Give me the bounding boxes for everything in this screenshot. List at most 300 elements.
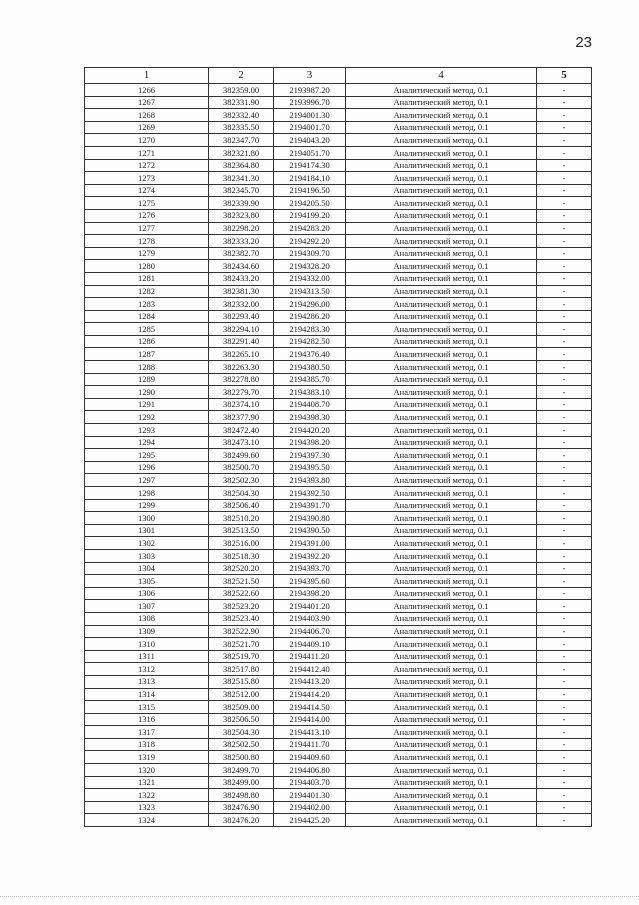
coordinates-table — [84, 67, 592, 827]
cell-method: Аналитический метод, 0.1 — [346, 537, 537, 550]
column-header-y: 3 — [274, 68, 346, 84]
cell-x: 382519.70 — [209, 650, 274, 663]
cell-description: - — [537, 512, 592, 525]
cell-x: 382509.00 — [209, 701, 274, 714]
cell-description: - — [537, 361, 592, 374]
cell-point-number: 1322 — [85, 789, 209, 802]
cell-y: 2194328.20 — [274, 260, 346, 273]
cell-method: Аналитический метод, 0.1 — [346, 134, 537, 147]
cell-description: - — [537, 146, 592, 159]
cell-description: - — [537, 789, 592, 802]
cell-y: 2194406.80 — [274, 764, 346, 777]
cell-x: 382321.80 — [209, 146, 274, 159]
cell-x: 382473.10 — [209, 436, 274, 449]
cell-description: - — [537, 713, 592, 726]
cell-y: 2194414.50 — [274, 701, 346, 714]
cell-method: Аналитический метод, 0.1 — [346, 625, 537, 638]
table-row — [85, 348, 592, 361]
cell-method: Аналитический метод, 0.1 — [346, 298, 537, 311]
cell-x: 382374.10 — [209, 398, 274, 411]
cell-x: 382332.40 — [209, 109, 274, 122]
cell-x: 382335.50 — [209, 121, 274, 134]
cell-y: 2194205.50 — [274, 197, 346, 210]
cell-method: Аналитический метод, 0.1 — [346, 285, 537, 298]
table-row — [85, 373, 592, 386]
cell-x: 382513.50 — [209, 524, 274, 537]
cell-y: 2194403.90 — [274, 612, 346, 625]
cell-point-number: 1272 — [85, 159, 209, 172]
cell-point-number: 1301 — [85, 524, 209, 537]
cell-y: 2194411.20 — [274, 650, 346, 663]
cell-y: 2194282.50 — [274, 335, 346, 348]
cell-method: Аналитический метод, 0.1 — [346, 222, 537, 235]
column-header-description: 5 — [537, 68, 592, 84]
cell-point-number: 1277 — [85, 222, 209, 235]
cell-point-number: 1296 — [85, 461, 209, 474]
cell-y: 2194392.50 — [274, 487, 346, 500]
cell-method: Аналитический метод, 0.1 — [346, 184, 537, 197]
table-row — [85, 436, 592, 449]
cell-point-number: 1307 — [85, 600, 209, 613]
cell-x: 382499.00 — [209, 776, 274, 789]
cell-y: 2194401.20 — [274, 600, 346, 613]
cell-y: 2194184.10 — [274, 172, 346, 185]
cell-x: 382521.50 — [209, 575, 274, 588]
cell-method: Аналитический метод, 0.1 — [346, 499, 537, 512]
cell-x: 382279.70 — [209, 386, 274, 399]
table-row — [85, 424, 592, 437]
cell-x: 382500.80 — [209, 751, 274, 764]
table-row — [85, 298, 592, 311]
cell-description: - — [537, 222, 592, 235]
cell-method: Аналитический метод, 0.1 — [346, 688, 537, 701]
cell-x: 382293.40 — [209, 310, 274, 323]
cell-description: - — [537, 537, 592, 550]
cell-y: 2194413.10 — [274, 726, 346, 739]
column-header-method: 4 — [346, 68, 537, 84]
cell-y: 2194414.20 — [274, 688, 346, 701]
cell-description: - — [537, 600, 592, 613]
cell-point-number: 1316 — [85, 713, 209, 726]
cell-description: - — [537, 751, 592, 764]
cell-x: 382502.50 — [209, 738, 274, 751]
cell-y: 2194383.10 — [274, 386, 346, 399]
cell-y: 2194398.20 — [274, 436, 346, 449]
column-header-point-number: 1 — [85, 68, 209, 84]
cell-x: 382472.40 — [209, 424, 274, 437]
table-row — [85, 575, 592, 588]
table-row — [85, 159, 592, 172]
cell-point-number: 1313 — [85, 675, 209, 688]
table-row — [85, 184, 592, 197]
cell-method: Аналитический метод, 0.1 — [346, 436, 537, 449]
cell-y: 2194380.50 — [274, 361, 346, 374]
cell-method: Аналитический метод, 0.1 — [346, 726, 537, 739]
cell-method: Аналитический метод, 0.1 — [346, 209, 537, 222]
cell-y: 2194392.20 — [274, 549, 346, 562]
cell-x: 382502.30 — [209, 474, 274, 487]
table-row — [85, 726, 592, 739]
cell-description: - — [537, 184, 592, 197]
table-row — [85, 172, 592, 185]
cell-description: - — [537, 499, 592, 512]
cell-x: 382323.80 — [209, 209, 274, 222]
table-row — [85, 537, 592, 550]
cell-point-number: 1318 — [85, 738, 209, 751]
cell-x: 382434.60 — [209, 260, 274, 273]
page-bottom-edge — [0, 896, 639, 897]
table-row — [85, 361, 592, 374]
table-row — [85, 562, 592, 575]
table-row — [85, 688, 592, 701]
cell-x: 382345.70 — [209, 184, 274, 197]
cell-y: 2194406.70 — [274, 625, 346, 638]
cell-point-number: 1291 — [85, 398, 209, 411]
cell-description: - — [537, 424, 592, 437]
cell-point-number: 1308 — [85, 612, 209, 625]
cell-point-number: 1286 — [85, 335, 209, 348]
cell-x: 382377.90 — [209, 411, 274, 424]
table-row — [85, 764, 592, 777]
cell-x: 382518.30 — [209, 549, 274, 562]
cell-y: 2194413.20 — [274, 675, 346, 688]
table-row — [85, 738, 592, 751]
cell-description: - — [537, 612, 592, 625]
cell-y: 2194292.20 — [274, 235, 346, 248]
table-row — [85, 549, 592, 562]
cell-method: Аналитический метод, 0.1 — [346, 814, 537, 827]
cell-method: Аналитический метод, 0.1 — [346, 764, 537, 777]
cell-method: Аналитический метод, 0.1 — [346, 197, 537, 210]
cell-point-number: 1281 — [85, 272, 209, 285]
table-row — [85, 197, 592, 210]
cell-y: 2194391.00 — [274, 537, 346, 550]
cell-method: Аналитический метод, 0.1 — [346, 487, 537, 500]
cell-description: - — [537, 310, 592, 323]
cell-point-number: 1299 — [85, 499, 209, 512]
cell-y: 2194398.20 — [274, 587, 346, 600]
table-row — [85, 650, 592, 663]
table-row — [85, 449, 592, 462]
cell-point-number: 1306 — [85, 587, 209, 600]
cell-method: Аналитический метод, 0.1 — [346, 738, 537, 751]
table-row — [85, 524, 592, 537]
table-row — [85, 675, 592, 688]
cell-y: 2194393.80 — [274, 474, 346, 487]
cell-y: 2194313.50 — [274, 285, 346, 298]
cell-x: 382332.00 — [209, 298, 274, 311]
cell-description: - — [537, 134, 592, 147]
cell-description: - — [537, 285, 592, 298]
table-row — [85, 260, 592, 273]
cell-y: 2194402.00 — [274, 801, 346, 814]
cell-method: Аналитический метод, 0.1 — [346, 776, 537, 789]
cell-point-number: 1319 — [85, 751, 209, 764]
cell-method: Аналитический метод, 0.1 — [346, 323, 537, 336]
cell-method: Аналитический метод, 0.1 — [346, 612, 537, 625]
cell-point-number: 1315 — [85, 701, 209, 714]
cell-description: - — [537, 398, 592, 411]
cell-point-number: 1284 — [85, 310, 209, 323]
cell-description: - — [537, 197, 592, 210]
cell-description: - — [537, 814, 592, 827]
cell-point-number: 1314 — [85, 688, 209, 701]
cell-description: - — [537, 524, 592, 537]
cell-method: Аналитический метод, 0.1 — [346, 474, 537, 487]
cell-method: Аналитический метод, 0.1 — [346, 310, 537, 323]
cell-point-number: 1271 — [85, 146, 209, 159]
cell-point-number: 1288 — [85, 361, 209, 374]
cell-description: - — [537, 776, 592, 789]
table-row — [85, 310, 592, 323]
table-row — [85, 121, 592, 134]
cell-y: 2194390.50 — [274, 524, 346, 537]
cell-method: Аналитический метод, 0.1 — [346, 260, 537, 273]
cell-x: 382476.90 — [209, 801, 274, 814]
cell-method: Аналитический метод, 0.1 — [346, 713, 537, 726]
cell-description: - — [537, 575, 592, 588]
cell-description: - — [537, 688, 592, 701]
cell-point-number: 1304 — [85, 562, 209, 575]
cell-description: - — [537, 461, 592, 474]
cell-description: - — [537, 386, 592, 399]
cell-description: - — [537, 335, 592, 348]
cell-point-number: 1270 — [85, 134, 209, 147]
cell-x: 382506.40 — [209, 499, 274, 512]
cell-x: 382291.40 — [209, 335, 274, 348]
table-row — [85, 272, 592, 285]
column-header-x: 2 — [209, 68, 274, 84]
cell-y: 2193996.70 — [274, 96, 346, 109]
table-row — [85, 134, 592, 147]
cell-point-number: 1285 — [85, 323, 209, 336]
cell-y: 2194395.60 — [274, 575, 346, 588]
cell-y: 2194283.30 — [274, 323, 346, 336]
cell-method: Аналитический метод, 0.1 — [346, 751, 537, 764]
cell-x: 382516.00 — [209, 537, 274, 550]
cell-method: Аналитический метод, 0.1 — [346, 172, 537, 185]
cell-x: 382523.20 — [209, 600, 274, 613]
cell-x: 382499.70 — [209, 764, 274, 777]
table-row — [85, 209, 592, 222]
cell-x: 382298.20 — [209, 222, 274, 235]
cell-point-number: 1280 — [85, 260, 209, 273]
cell-description: - — [537, 587, 592, 600]
cell-y: 2194283.20 — [274, 222, 346, 235]
table-row — [85, 222, 592, 235]
cell-point-number: 1295 — [85, 449, 209, 462]
cell-y: 2194051.70 — [274, 146, 346, 159]
cell-method: Аналитический метод, 0.1 — [346, 562, 537, 575]
table-row — [85, 335, 592, 348]
cell-y: 2194425.20 — [274, 814, 346, 827]
cell-point-number: 1292 — [85, 411, 209, 424]
cell-point-number: 1303 — [85, 549, 209, 562]
cell-x: 382510.20 — [209, 512, 274, 525]
cell-y: 2194376.40 — [274, 348, 346, 361]
cell-method: Аналитический метод, 0.1 — [346, 386, 537, 399]
cell-method: Аналитический метод, 0.1 — [346, 650, 537, 663]
cell-method: Аналитический метод, 0.1 — [346, 600, 537, 613]
cell-description: - — [537, 436, 592, 449]
cell-description: - — [537, 260, 592, 273]
cell-x: 382278.80 — [209, 373, 274, 386]
cell-y: 2194420.20 — [274, 424, 346, 437]
cell-y: 2194397.30 — [274, 449, 346, 462]
cell-method: Аналитический метод, 0.1 — [346, 335, 537, 348]
table-row — [85, 713, 592, 726]
cell-x: 382433.20 — [209, 272, 274, 285]
cell-point-number: 1320 — [85, 764, 209, 777]
cell-point-number: 1324 — [85, 814, 209, 827]
cell-y: 2194199.20 — [274, 209, 346, 222]
cell-description: - — [537, 449, 592, 462]
cell-y: 2194409.60 — [274, 751, 346, 764]
cell-y: 2194001.30 — [274, 109, 346, 122]
cell-point-number: 1282 — [85, 285, 209, 298]
cell-x: 382522.60 — [209, 587, 274, 600]
cell-description: - — [537, 121, 592, 134]
table-row — [85, 789, 592, 802]
cell-point-number: 1266 — [85, 84, 209, 97]
cell-point-number: 1311 — [85, 650, 209, 663]
cell-description: - — [537, 109, 592, 122]
cell-description: - — [537, 487, 592, 500]
cell-point-number: 1274 — [85, 184, 209, 197]
table-row — [85, 109, 592, 122]
cell-point-number: 1268 — [85, 109, 209, 122]
cell-method: Аналитический метод, 0.1 — [346, 272, 537, 285]
table-row — [85, 474, 592, 487]
cell-y: 2194001.70 — [274, 121, 346, 134]
cell-x: 382512.00 — [209, 688, 274, 701]
cell-point-number: 1279 — [85, 247, 209, 260]
cell-description: - — [537, 298, 592, 311]
cell-x: 382333.20 — [209, 235, 274, 248]
cell-description: - — [537, 172, 592, 185]
cell-y: 2194395.50 — [274, 461, 346, 474]
cell-method: Аналитический метод, 0.1 — [346, 575, 537, 588]
cell-y: 2194286.20 — [274, 310, 346, 323]
table-row — [85, 247, 592, 260]
cell-point-number: 1305 — [85, 575, 209, 588]
cell-method: Аналитический метод, 0.1 — [346, 663, 537, 676]
cell-point-number: 1297 — [85, 474, 209, 487]
cell-method: Аналитический метод, 0.1 — [346, 361, 537, 374]
cell-x: 382523.40 — [209, 612, 274, 625]
table-row — [85, 814, 592, 827]
cell-x: 382520.20 — [209, 562, 274, 575]
cell-point-number: 1293 — [85, 424, 209, 437]
cell-x: 382265.10 — [209, 348, 274, 361]
cell-point-number: 1289 — [85, 373, 209, 386]
cell-point-number: 1309 — [85, 625, 209, 638]
cell-method: Аналитический метод, 0.1 — [346, 348, 537, 361]
cell-x: 382499.60 — [209, 449, 274, 462]
cell-point-number: 1287 — [85, 348, 209, 361]
cell-method: Аналитический метод, 0.1 — [346, 461, 537, 474]
cell-y: 2194398.30 — [274, 411, 346, 424]
cell-description: - — [537, 235, 592, 248]
cell-point-number: 1298 — [85, 487, 209, 500]
table-header-row — [85, 68, 592, 84]
cell-point-number: 1300 — [85, 512, 209, 525]
table-row — [85, 801, 592, 814]
cell-description: - — [537, 96, 592, 109]
cell-y: 2194401.30 — [274, 789, 346, 802]
cell-x: 382359.00 — [209, 84, 274, 97]
cell-y: 2193987.20 — [274, 84, 346, 97]
cell-x: 382381.30 — [209, 285, 274, 298]
cell-x: 382504.30 — [209, 726, 274, 739]
table-row — [85, 398, 592, 411]
cell-y: 2194385.70 — [274, 373, 346, 386]
cell-point-number: 1278 — [85, 235, 209, 248]
cell-x: 382476.20 — [209, 814, 274, 827]
cell-description: - — [537, 650, 592, 663]
cell-point-number: 1294 — [85, 436, 209, 449]
table-row — [85, 235, 592, 248]
table-row — [85, 323, 592, 336]
cell-description: - — [537, 272, 592, 285]
cell-y: 2194391.70 — [274, 499, 346, 512]
cell-description: - — [537, 701, 592, 714]
cell-x: 382517.80 — [209, 663, 274, 676]
table-row — [85, 512, 592, 525]
cell-method: Аналитический метод, 0.1 — [346, 247, 537, 260]
cell-x: 382506.50 — [209, 713, 274, 726]
cell-description: - — [537, 675, 592, 688]
cell-y: 2194411.70 — [274, 738, 346, 751]
cell-point-number: 1290 — [85, 386, 209, 399]
cell-description: - — [537, 726, 592, 739]
cell-method: Аналитический метод, 0.1 — [346, 675, 537, 688]
cell-y: 2194412.40 — [274, 663, 346, 676]
cell-x: 382294.10 — [209, 323, 274, 336]
table-row — [85, 499, 592, 512]
table-row — [85, 461, 592, 474]
cell-method: Аналитический метод, 0.1 — [346, 638, 537, 651]
cell-description: - — [537, 562, 592, 575]
cell-x: 382522.90 — [209, 625, 274, 638]
cell-description: - — [537, 663, 592, 676]
cell-y: 2194043.20 — [274, 134, 346, 147]
cell-point-number: 1302 — [85, 537, 209, 550]
cell-x: 382339.90 — [209, 197, 274, 210]
cell-point-number: 1276 — [85, 209, 209, 222]
cell-y: 2194174.30 — [274, 159, 346, 172]
cell-point-number: 1321 — [85, 776, 209, 789]
cell-method: Аналитический метод, 0.1 — [346, 146, 537, 159]
cell-x: 382341.30 — [209, 172, 274, 185]
cell-x: 382331.90 — [209, 96, 274, 109]
cell-y: 2194390.80 — [274, 512, 346, 525]
cell-description: - — [537, 625, 592, 638]
cell-y: 2194409.10 — [274, 638, 346, 651]
cell-description: - — [537, 411, 592, 424]
cell-method: Аналитический метод, 0.1 — [346, 373, 537, 386]
cell-x: 382364.80 — [209, 159, 274, 172]
table-body — [85, 84, 592, 827]
cell-x: 382498.80 — [209, 789, 274, 802]
cell-method: Аналитический метод, 0.1 — [346, 235, 537, 248]
cell-method: Аналитический метод, 0.1 — [346, 121, 537, 134]
cell-description: - — [537, 373, 592, 386]
table-row — [85, 487, 592, 500]
cell-point-number: 1283 — [85, 298, 209, 311]
table-row — [85, 776, 592, 789]
table-row — [85, 411, 592, 424]
